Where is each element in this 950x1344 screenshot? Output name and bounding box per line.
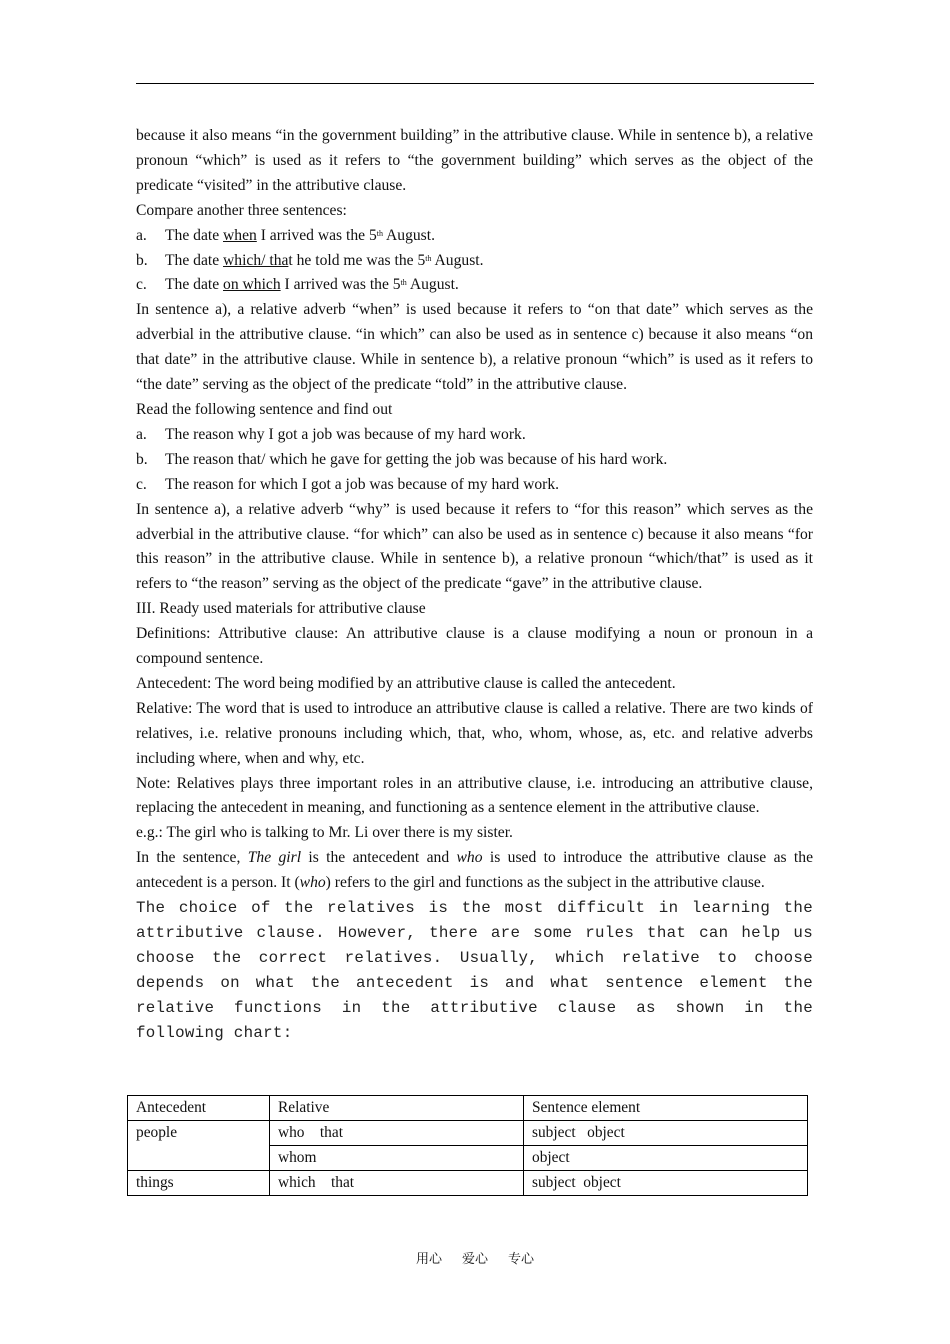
list-item	[136, 473, 813, 498]
footer-text: 专心	[508, 1251, 535, 1266]
list-text: The reason that/ which he gave for getting the job was because of his hard work.	[165, 450, 668, 468]
list-text: The reason why I got a job was because of my hard work.	[165, 425, 526, 443]
list-item	[136, 423, 813, 448]
table-header: Antecedent	[128, 1096, 270, 1121]
table-row	[128, 1171, 808, 1196]
paragraph: Relative: The word that is used to introduce an attributive clause is called a relative. There are two kinds of relatives, i.e. relative pronouns including which, that, who, whom, whose, as, etc. and relative adverbs including where, when and why, etc.	[136, 699, 813, 767]
footer-text: 用心	[415, 1251, 442, 1266]
list-marker: a.	[136, 226, 147, 244]
table-row	[128, 1121, 808, 1146]
table-header: Sentence element	[524, 1096, 808, 1121]
paragraph: In sentence a), a relative adverb “when” is used because it refers to “on that date” which serves as the adverbial in the attributive clause. “in which” can also be used as in sentence c) because it also means “on that date” in the attributive clause. While in sentence b), a relative pronoun “which” is used as it refers to “the date” serving as the object of the predicate “told” in the attributive clause.	[136, 301, 813, 394]
list-marker: c.	[136, 276, 147, 294]
list-marker: b.	[136, 251, 148, 269]
list-marker: b.	[136, 450, 148, 468]
list-item	[136, 448, 813, 473]
paragraph: e.g.: The girl who is talking to Mr. Li over there is my sister.	[136, 824, 513, 842]
table-cell: subject object	[524, 1171, 808, 1196]
paragraph: Antecedent: The word being modified by an attributive clause is called the antecedent.	[136, 674, 676, 692]
table-cell: who that	[270, 1121, 524, 1146]
paragraph-monospace: The choice of the relatives is the most difficult in learning the attributive clause. However, there are some rules that can help us choose the correct relatives. Usually, which relative to choose depends on what the antecedent is and what sentence element the relative functions in the attributive clause as shown in the following chart:	[136, 899, 813, 1042]
page-footer	[0, 1248, 950, 1267]
paragraph: Compare another three sentences:	[136, 201, 347, 219]
header-rule	[136, 83, 814, 84]
paragraph: Read the following sentence and find out	[136, 400, 393, 418]
table-cell: which that	[270, 1171, 524, 1196]
footer-text: 爱心	[461, 1251, 488, 1266]
paragraph: In the sentence, The girl is the antecedent and who is used to introduce the attributive clause as the antecedent is a person. It (who) refers to the girl and functions as the subject in the attributive clause.	[136, 849, 813, 892]
paragraph: because it also means “in the government building” in the attributive clause. While in sentence b), a relative pronoun “which” is used as it refers to “the government building” which serves as the object of the predicate “visited” in the attributive clause.	[136, 127, 813, 194]
paragraph: Definitions: Attributive clause: An attributive clause is a clause modifying a noun or pronoun in a compound sentence.	[136, 625, 813, 668]
list-text: The reason for which I got a job was because of my hard work.	[165, 475, 560, 493]
table-cell: people	[128, 1121, 270, 1171]
section-heading: III. Ready used materials for attributive clause	[136, 600, 426, 618]
paragraph: In sentence a), a relative adverb “why” is used because it refers to “for this reason” which serves as the adverbial in the attributive clause. “for which” can also be used as in sentence c) because it also means “for this reason” in the attributive clause. While in sentence b), a relative pronoun “which/that” is used as it refers to “the reason” serving as the object of the predicate “gave” in the attributive clause.	[136, 500, 813, 593]
table-header-row	[128, 1096, 808, 1121]
table-cell: things	[128, 1171, 270, 1196]
document-body	[136, 124, 813, 1046]
table-cell: subject object	[524, 1121, 808, 1146]
list-item	[136, 249, 813, 274]
relatives-table	[127, 1095, 808, 1196]
table-cell: object	[524, 1146, 808, 1171]
list-item	[136, 224, 813, 249]
list-marker: c.	[136, 475, 147, 493]
table-header: Relative	[270, 1096, 524, 1121]
list-text: The date which/ that he told me was the 5th August.	[165, 251, 484, 269]
paragraph: Note: Relatives plays three important roles in an attributive clause, i.e. introducing an attributive clause, replacing the antecedent in meaning, and functioning as a sentence element in the attributive clause.	[136, 774, 813, 817]
list-marker: a.	[136, 425, 147, 443]
table-cell: whom	[270, 1146, 524, 1171]
list-text: The date when I arrived was the 5th August.	[165, 226, 435, 244]
list-item	[136, 273, 813, 298]
list-text: The date on which I arrived was the 5th August.	[165, 276, 459, 294]
